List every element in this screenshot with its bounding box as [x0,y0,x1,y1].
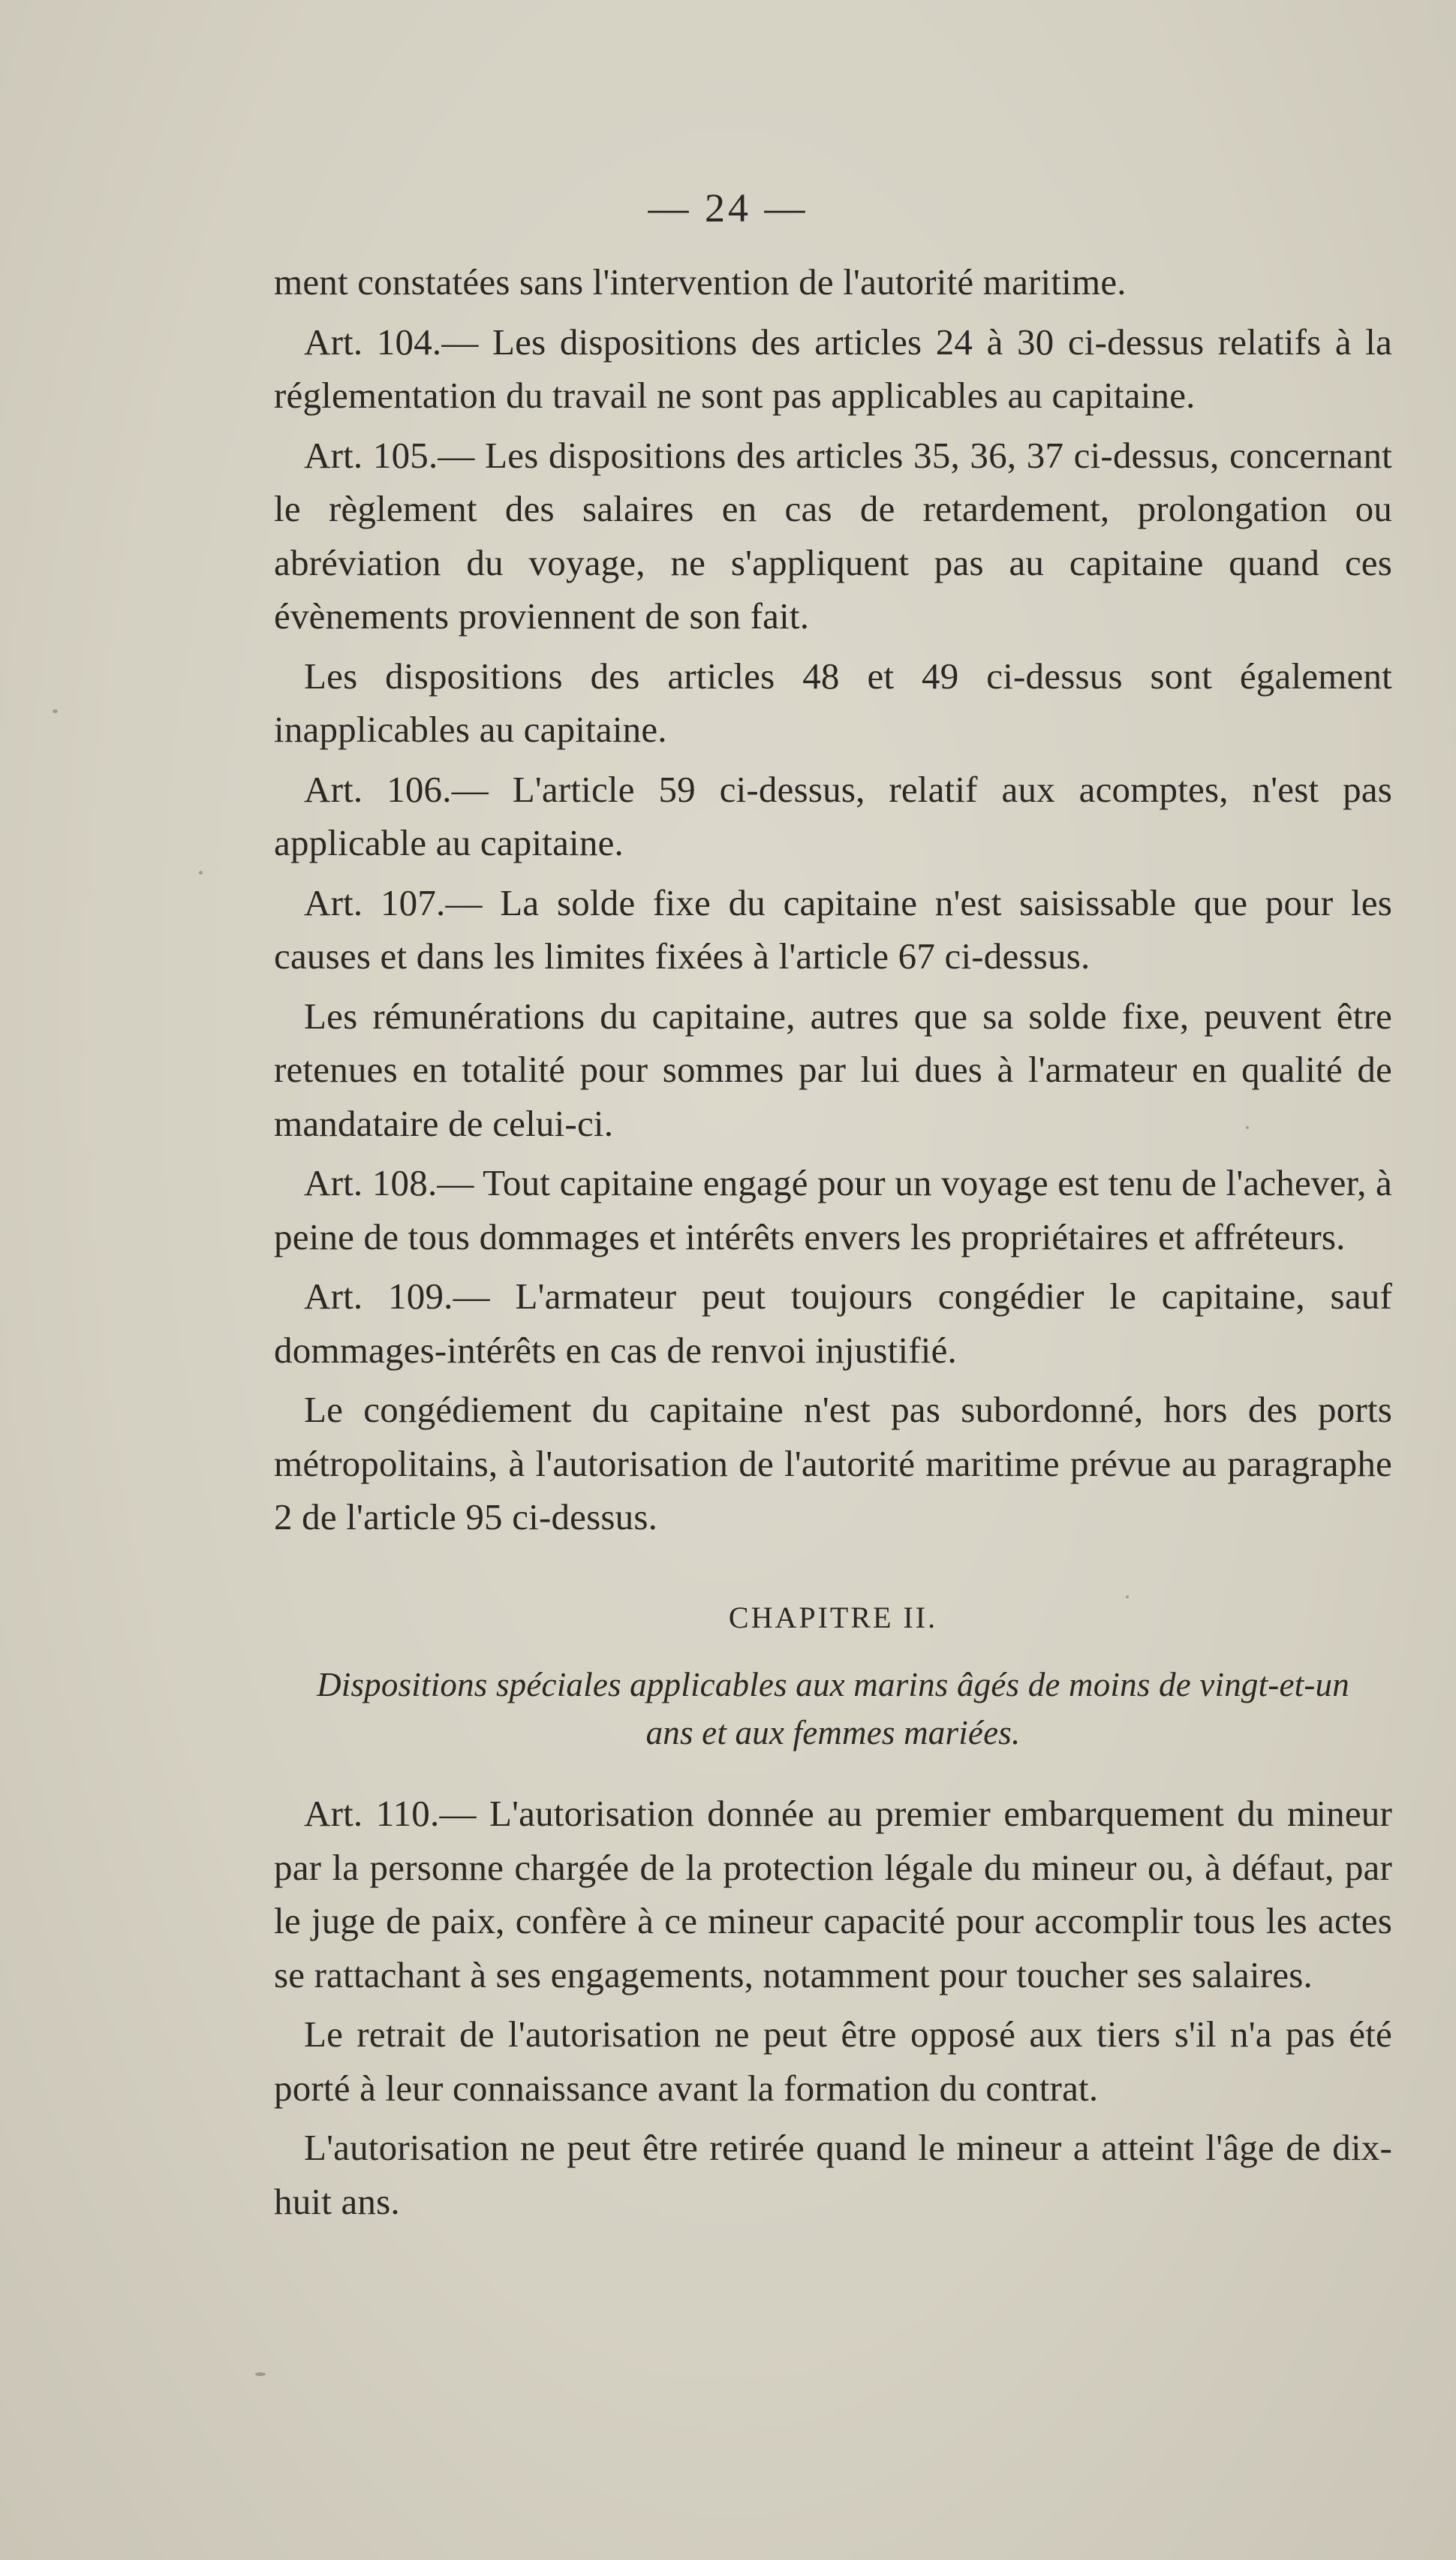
body-text [274,255,1392,2234]
paper-speck [1246,1126,1249,1129]
paragraph-art-104: Art. 104.— Les dispositions des articles 24 à 30 ci-dessus relatifs à la réglementation du travail ne sont pas applicables au capitaine. [274,321,1392,416]
paragraph-art-105-b: Les dispositions des articles 48 et 49 ci-dessus sont également inapplicables au capitaine. [274,655,1392,750]
paper-speck [53,709,58,713]
chapter-heading: CHAPITRE II. [728,1600,938,1634]
paragraph-art-105: Art. 105.— Les dispositions des articles 35, 36, 37 ci-dessus, concernant le règlement des salaires en cas de retardement, prolongation ou abréviation du voyage, ne s'appliquent pas au capitaine quand ces évènements proviennent de son fait. [274,434,1392,637]
paragraph-art-110: Art. 110.— L'autorisation donnée au premier embarquement du mineur par la personne chargée de la protection légale du mineur ou, à défaut, par le juge de paix, confère à ce mineur capacité pour accomplir tous les actes se rattachant à ses engagements, notamment pour toucher ses salaires. [274,1793,1392,1995]
paragraph-art-110-c: L'autorisation ne peut être retirée quand le mineur a atteint l'âge de dix-huit ans. [274,2127,1392,2222]
paragraph-art-109-b: Le congédiement du capitaine n'est pas subordonné, hors des ports métropolitains, à l'autorisation de l'autorité maritime prévue au paragraphe 2 de l'article 95 ci-dessus. [274,1389,1392,1538]
paper-speck [255,2372,266,2376]
paragraph-art-106: Art. 106.— L'article 59 ci-dessus, relatif aux acomptes, n'est pas applicable au capitaine. [274,768,1392,863]
chapter-title: Dispositions spéciales applicables aux marins âgés de moins de vingt-et-un ans et aux femmes mariées. [317,1666,1349,1751]
paragraph-art-110-b: Le retrait de l'autorisation ne peut être opposé aux tiers s'il n'a pas été porté à leur connaissance avant la formation du contrat. [274,2013,1392,2109]
paper-speck [1126,1595,1129,1598]
paragraph-art-107-b: Les rémunérations du capitaine, autres que sa solde fixe, peuvent être retenues en totalité pour sommes par lui dues à l'armateur en qualité de mandataire de celui-ci. [274,995,1392,1144]
paragraph-art-108: Art. 108.— Tout capitaine engagé pour un voyage est tenu de l'achever, à peine de tous dommages et intérêts envers les propriétaires et affréteurs. [274,1162,1392,1257]
paragraph-art-107: Art. 107.— La solde fixe du capitaine n'est saisissable que pour les causes et dans les limites fixées à l'article 67 ci-dessus. [274,881,1392,977]
paragraph-art-109: Art. 109.— L'armateur peut toujours congédier le capitaine, sauf dommages-intérêts en cas de renvoi injustifié. [274,1275,1392,1371]
paper-speck [199,871,203,875]
page-number: — 24 — [648,185,808,230]
paragraph-continuation: ment constatées sans l'intervention de l'autorité maritime. [274,261,1127,303]
